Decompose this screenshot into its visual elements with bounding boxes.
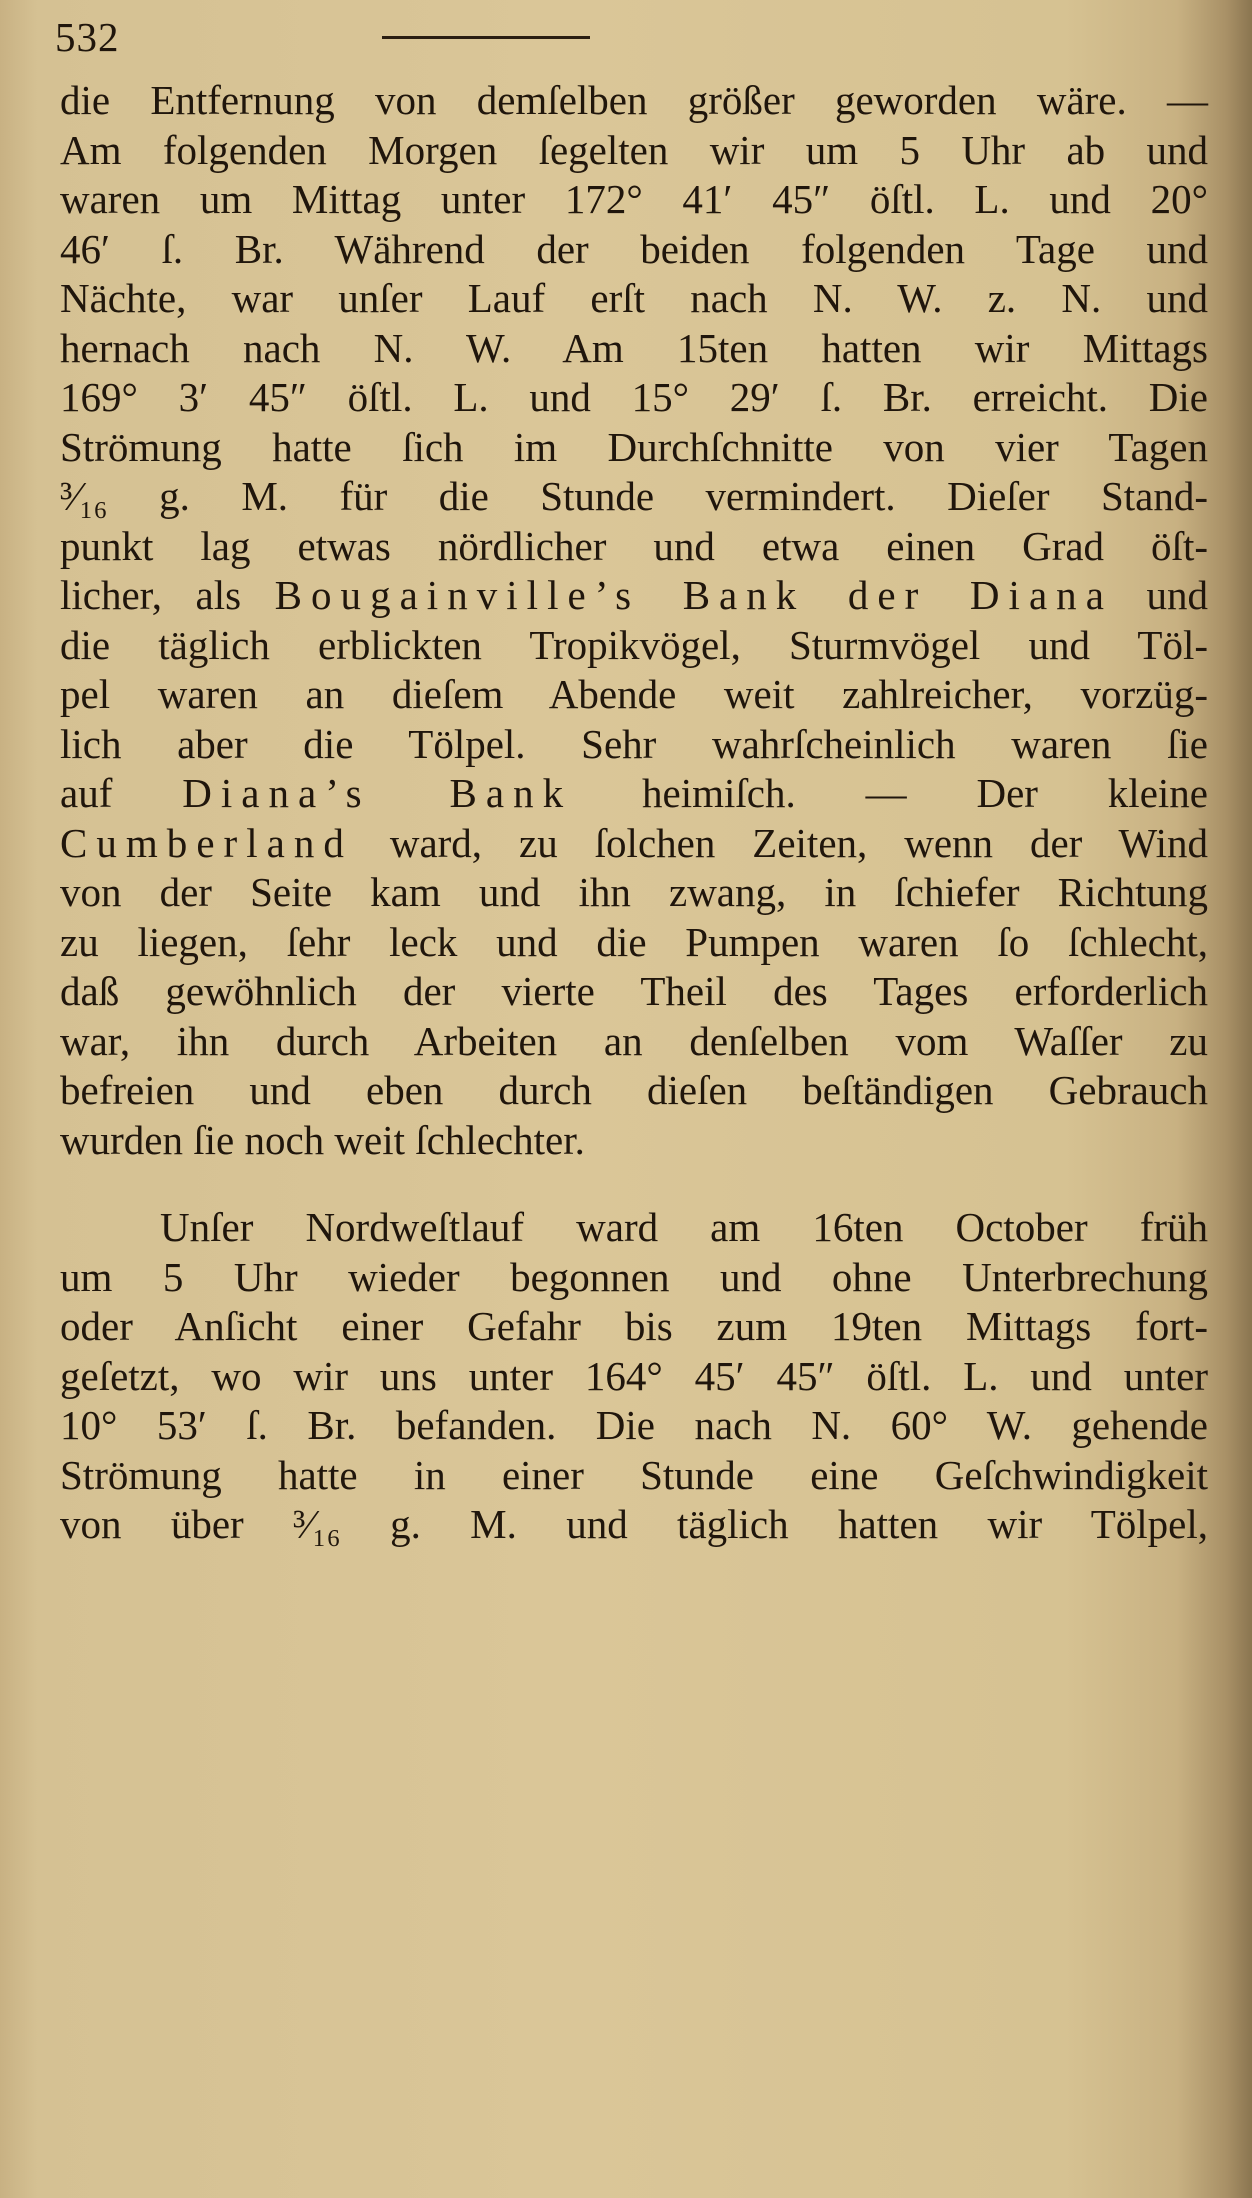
text-line: Nächte, war unſer Lauf erſt nach N. W. z. N. und — [60, 275, 1208, 321]
text-line: befreien und eben durch dieſen beſtändigen Gebrauch — [60, 1067, 1208, 1113]
text-line: pel waren an dieſem Abende weit zahlreicher, vorzüg- — [60, 671, 1208, 717]
text-line: hernach nach N. W. Am 15ten hatten wir Mittags — [60, 324, 1208, 371]
text-line — [60, 769, 1208, 819]
text-line: um 5 Uhr wieder begonnen und ohne Unterbrechung — [60, 1253, 1208, 1300]
text-line: von der Seite kam und ihn zwang, in ſchiefer Richtung — [60, 869, 1208, 915]
emphasized-text: Bougainville’s Bank der Diana — [274, 572, 1113, 618]
text-line: die Entfernung von demſelben größer geworden wäre. — — [60, 77, 1208, 123]
text-line: lich aber die Tölpel. Sehr wahrſcheinlich waren ſie — [60, 720, 1208, 767]
text-line — [60, 819, 1208, 869]
text-line: die täglich erblickten Tropikvögel, Sturmvögel und Töl- — [60, 621, 1208, 668]
paragraph — [60, 1203, 1208, 1550]
text-line: geſetzt, wo wir uns unter 164° 45′ 45″ öſtl. L. und unter — [60, 1352, 1208, 1399]
paragraph — [60, 76, 1208, 1165]
text-line: Strömung hatte in einer Stunde eine Geſchwindigkeit — [60, 1451, 1208, 1498]
text-segment: heimiſch. — Der kleine — [572, 770, 1208, 816]
text-line: punkt lag etwas nördlicher und etwa einen Grad öſt- — [60, 522, 1208, 569]
text-line: Am folgenden Morgen ſegelten wir um 5 Uhr ab und — [60, 126, 1208, 173]
text-line: wurden ſie noch weit ſchlechter. — [60, 1116, 585, 1163]
text-segment: und — [1112, 572, 1209, 618]
text-line: 169° 3′ 45″ öſtl. L. und 15° 29′ ſ. Br. erreicht. Die — [60, 374, 1208, 420]
text-segment: auf — [60, 770, 183, 816]
text-line: daß gewöhnlich der vierte Theil des Tages erforderlich — [60, 968, 1208, 1014]
text-line: 10° 53′ ſ. Br. befanden. Die nach N. 60° W. gehende — [60, 1402, 1208, 1448]
emphasized-text: Cumberland — [60, 819, 353, 866]
body-text — [60, 76, 1208, 1550]
text-line: ³⁄₁₆ g. M. für die Stunde vermindert. Dieſer Stand- — [60, 473, 1208, 519]
text-line: war, ihn durch Arbeiten an denſelben vom Waſſer zu — [60, 1017, 1208, 1064]
text-line: oder Anſicht einer Gefahr bis zum 19ten Mittags fort- — [60, 1303, 1208, 1349]
header-rule — [382, 36, 590, 39]
text-line: zu liegen, ſehr leck und die Pumpen waren ſo ſchlecht, — [60, 918, 1208, 965]
text-line: von über ³⁄₁₆ g. M. und täglich hatten wir Tölpel, — [60, 1501, 1208, 1547]
text-line: 46′ ſ. Br. Während der beiden folgenden Tage und — [60, 225, 1208, 272]
text-line: Strömung hatte ſich im Durchſchnitte von vier Tagen — [60, 423, 1208, 470]
emphasized-text: Diana’s Bank — [182, 770, 573, 816]
text-line: waren um Mittag unter 172° 41′ 45″ öſtl. L. und 20° — [60, 176, 1208, 222]
page-number: 532 — [55, 14, 120, 60]
text-segment: ward, zu ſolchen Zeiten, wenn der Wind — [352, 819, 1208, 866]
text-segment: licher, als — [60, 572, 275, 618]
text-line: Unſer Nordweſtlauf ward am 16ten October früh — [160, 1204, 1208, 1250]
text-line — [60, 571, 1208, 621]
